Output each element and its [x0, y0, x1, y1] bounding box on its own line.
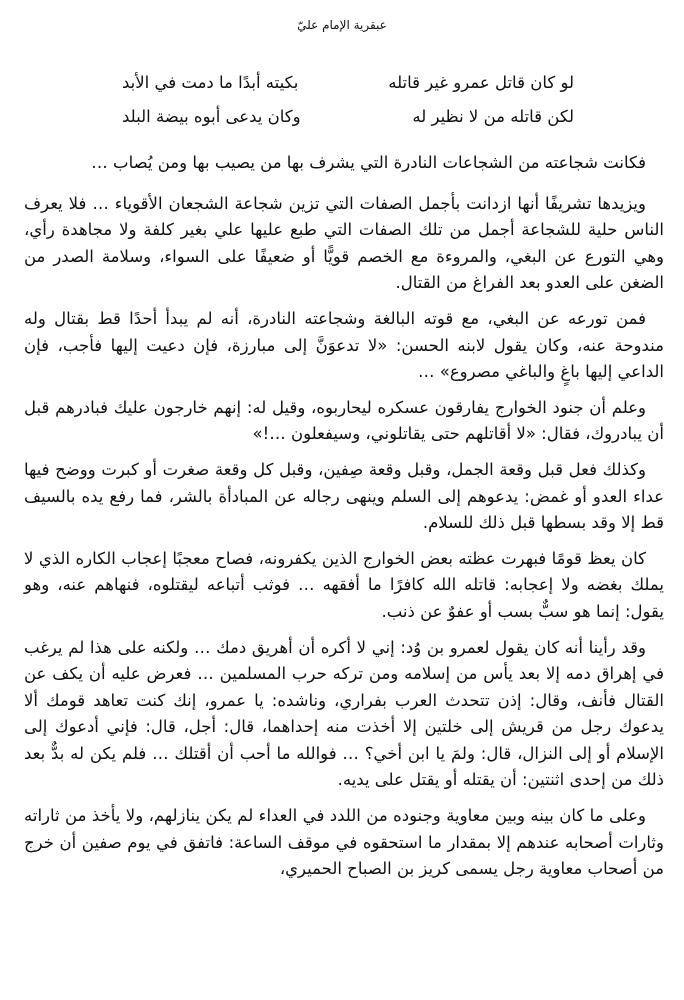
- verse-first-hemistich: لكن قاتله من لا نظير له: [412, 107, 574, 126]
- verse-second-hemistich: بكيته أبدًا ما دمت في الأبد: [122, 73, 299, 92]
- running-header-title: عبقرية الإمام عليّ: [297, 18, 387, 32]
- verse-second-hemistich: وكان يدعى أبوه بيضة البلد: [122, 107, 301, 126]
- paragraph: كان يعظ قومًا فبهرت عظته بعض الخوارج الذين يكفرونه، فصاح معجبًا إعجاب الكاره الذي لا يملك بغضه ولا إعجابه: قاتله الله كافرًا ما أفقهه … فوثب أتباعه ليقتلوه، فنهاهم عنه، وهو يقول: إنما هو سبٌّ بسب أو عفوٌ عن ذنب.: [24, 548, 664, 621]
- paragraph: وعلم أن جنود الخوارج يفارقون عسكره ليحاربوه، وقيل له: إنهم خارجون عليك فبادرهم قبل أن يبادروك، فقال: «لا أقاتلهم حتى يقاتلوني، وسيفعلون …!»: [24, 397, 664, 444]
- paragraph: فكانت شجاعته من الشجاعات النادرة التي يشرف بها من يصيب بها ومن يُصاب …: [91, 153, 646, 172]
- poem-verses: [122, 66, 574, 134]
- poem-verse: [122, 100, 574, 134]
- paragraph: وقد رأينا أنه كان يقول لعمرو بن وُد: إني لا أكره أن أهريق دمك … ولكنه على هذا لم يرغب في إهراق دمه إلا بعد يأس من إسلامه ومن تركه حرب المسلمين … فعرض عليه أن يكف عن القتال فأنف، وقال: إذن تتحدث العرب بفراري، وناشده: يا عمرو، إنك كنت تعاهد قومك ألا يدعوك رجل من قريش إلى خلتين إلا أخذت منه إحداهما، قال: أجل، قال: فإني أدعوك إلى الإسلام أو إلى النزال، قال: ولمَ يا ابن أخي؟ … فوالله ما أحب أن أقتلك … فلم يكن له بدٌّ بعد ذلك من إحدى اثنتين: أن يقتله أو يقتل على يديه.: [24, 637, 664, 790]
- poem-verse: [122, 66, 574, 100]
- paragraph: ويزيدها تشريفًا أنها ازدانت بأجمل الصفات التي تزين شجاعة الشجعان الأقوياء … فلا يعرف الناس حلية للشجاعة أجمل من تلك الصفات التي طبع عليها علي بغير كلفة ولا مجاهدة رأي، وهي التورع عن البغي، والمروءة مع الخصم قويًّا أو ضعيفًا على السواء، وسلامة الصدر من الضغن على العدو بعد الفراغ من القتال.: [24, 193, 664, 293]
- paragraph: وكذلك فعل قبل وقعة الجمل، وقبل وقعة صِفين، وقبل كل وقعة صغرت أو كبرت ووضح فيها عداء العدو أو غمض: يدعوهم إلى السلم وينهى رجاله عن المبادأة بالشر، فما رفع يده بالسيف قط إلا وقد بسطها قبل ذلك للسلام.: [24, 459, 664, 533]
- paragraph: وعلى ما كان بينه وبين معاوية وجنوده من اللدد في العداء لم يكن ينازلهم، ولا يأخذ من ثاراته وثارات أصحابه عندهم إلا بمقدار ما استحقوه في موقف الساعة: فاتفق في يوم صفين أن خرج من أصحاب معاوية رجل يسمى كريز بن الصباح الحميري،: [24, 806, 664, 879]
- paragraph: فمن تورعه عن البغي، مع قوته البالغة وشجاعته النادرة، أنه لم يبدأ أحدًا قط بقتال وله مندوحة عنه، وكان يقول لابنه الحسن: «لا تدعوَنَّ إلى مبارزة، فإن دعيت إليها فأجب، فإن الداعي إليها باغٍ والباغي مصروع» …: [24, 308, 664, 382]
- body-text: [24, 150, 664, 892]
- verse-first-hemistich: لو كان قاتل عمرو غير قاتله: [388, 73, 574, 92]
